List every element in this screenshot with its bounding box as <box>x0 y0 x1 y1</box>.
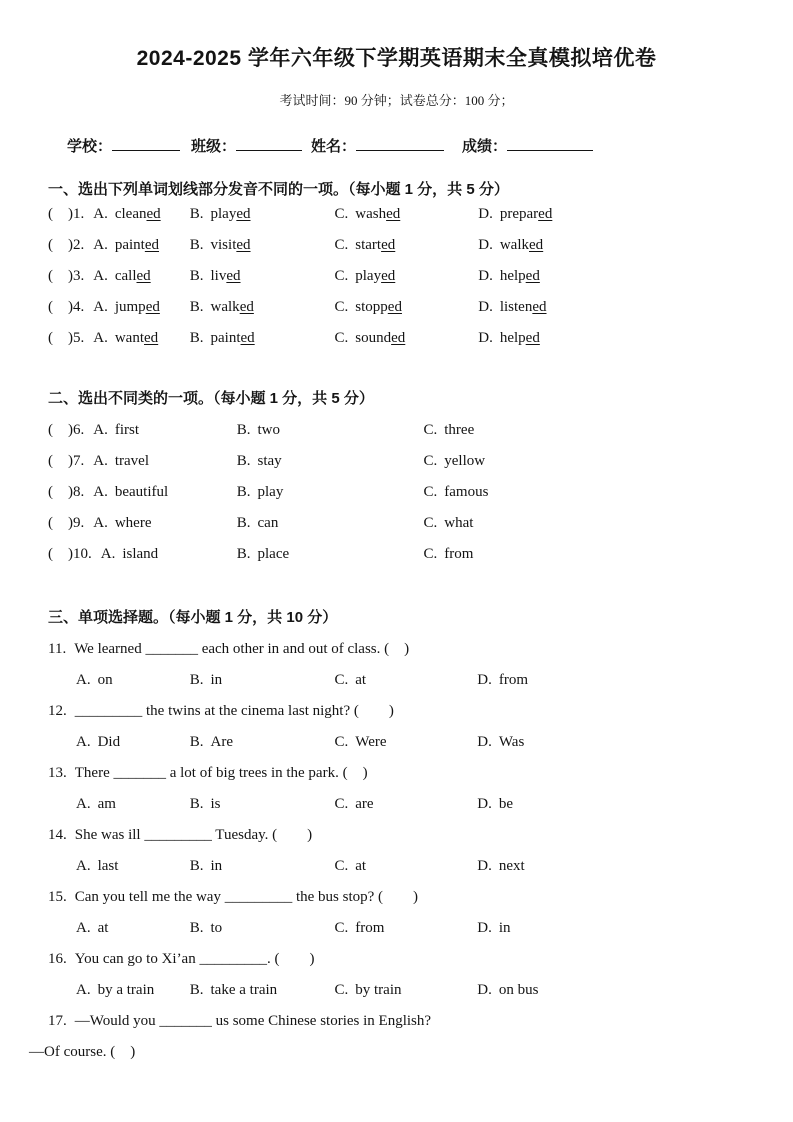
option-text: next <box>498 858 525 874</box>
option-a-cell <box>48 539 233 570</box>
option-c-cell <box>335 323 475 354</box>
class-blank-line <box>236 136 302 151</box>
option-b-cell <box>190 913 331 944</box>
option-label: B. <box>236 453 251 469</box>
option-c-cell <box>335 665 474 696</box>
option-text: first <box>114 422 140 438</box>
question-text: She was ill _________ Tuesday. ( ) <box>74 827 313 843</box>
option-label: A. <box>93 515 108 531</box>
option-label: D. <box>477 734 492 750</box>
option-text: at <box>355 858 367 874</box>
question-text: _________ the twins at the cinema last night? ( ) <box>74 703 394 719</box>
option-word: play <box>355 268 382 284</box>
option-ed-underline: ed <box>391 330 406 346</box>
option-b-cell <box>190 789 331 820</box>
question-row-3 <box>48 261 793 292</box>
option-text: last <box>97 858 119 874</box>
question-text: —Would you _______ us some Chinese stories in English? <box>74 1013 432 1029</box>
option-word: clean <box>114 206 147 222</box>
option-ed-underline: ed <box>538 206 553 222</box>
option-a-cell <box>76 789 186 820</box>
option-label: D. <box>478 299 493 315</box>
option-ed-underline: ed <box>525 330 540 346</box>
option-text: from <box>355 920 385 936</box>
option-label: C. <box>423 515 438 531</box>
option-c-cell <box>335 913 474 944</box>
option-word: paint <box>114 237 145 253</box>
option-label: A. <box>93 237 108 253</box>
option-d-cell <box>477 789 513 820</box>
option-label: A. <box>93 484 108 500</box>
option-label: D. <box>478 268 493 284</box>
option-text: place <box>257 546 290 562</box>
option-label: A. <box>93 268 108 284</box>
option-ed-underline: ed <box>386 206 401 222</box>
class-label: 班级： <box>191 138 237 155</box>
option-text: by train <box>355 982 402 998</box>
option-b-cell <box>237 415 420 446</box>
option-d-cell <box>477 727 524 758</box>
page-title: 2024-2025 学年六年级下学期英语期末全真模拟培优卷 <box>136 47 657 70</box>
option-text: travel <box>114 453 149 469</box>
option-text: on <box>97 672 113 688</box>
option-b-cell <box>190 665 331 696</box>
question-row-5 <box>48 323 793 354</box>
section2-heading: 二、选出不同类的一项。（每小题 1 分，共 5 分） <box>48 390 374 407</box>
option-label: D. <box>478 330 493 346</box>
option-label: D. <box>477 920 492 936</box>
option-text: beautiful <box>114 484 169 500</box>
option-label: A. <box>76 796 91 812</box>
option-word: help <box>499 330 526 346</box>
option-word: call <box>114 268 137 284</box>
option-d-cell <box>477 975 538 1006</box>
question-number: 12. <box>48 703 67 719</box>
option-label: D. <box>477 796 492 812</box>
option-d-cell <box>478 230 543 261</box>
answer-paren: ( )5. <box>48 330 85 346</box>
option-ed-underline: ed <box>236 206 251 222</box>
option-a-cell <box>76 727 186 758</box>
answer-paren: ( )4. <box>48 299 85 315</box>
option-label: D. <box>477 858 492 874</box>
option-word: prepar <box>499 206 539 222</box>
option-label: B. <box>189 920 204 936</box>
option-text: am <box>97 796 116 812</box>
option-d-cell <box>477 851 524 882</box>
option-ed-underline: ed <box>239 299 254 315</box>
option-d-cell <box>477 913 510 944</box>
option-ed-underline: ed <box>240 330 255 346</box>
option-word: walk <box>499 237 530 253</box>
answer-paren: ( )1. <box>48 206 85 222</box>
option-text: on bus <box>498 982 539 998</box>
option-word: want <box>114 330 145 346</box>
option-label: C. <box>334 796 349 812</box>
option-label: D. <box>477 672 492 688</box>
option-label: B. <box>189 982 204 998</box>
option-text: what <box>444 515 474 531</box>
question-number: 15. <box>48 889 67 905</box>
question-row-8 <box>48 477 793 508</box>
question-options-12 <box>48 727 793 758</box>
option-text: Did <box>97 734 121 750</box>
option-c-cell <box>335 727 474 758</box>
option-b-cell <box>190 975 331 1006</box>
exam-meta-line: 考试时间：90 分钟；试卷总分：100 分； <box>279 93 514 108</box>
option-a-cell <box>76 975 186 1006</box>
option-d-cell <box>478 199 552 230</box>
option-label: C. <box>334 268 349 284</box>
option-ed-underline: ed <box>226 268 241 284</box>
option-ed-underline: ed <box>381 237 396 253</box>
option-label: B. <box>189 237 204 253</box>
question-row-9 <box>48 508 793 539</box>
answer-paren: ( )2. <box>48 237 85 253</box>
option-label: D. <box>478 206 493 222</box>
question-stem-14 <box>48 820 793 851</box>
option-text: in <box>210 672 223 688</box>
reply-text: —Of course. ( ) <box>29 1044 136 1060</box>
school-label: 学校： <box>67 138 113 155</box>
section3-heading: 三、单项选择题。（每小题 1 分，共 10 分） <box>48 609 338 626</box>
question-number: 13. <box>48 765 67 781</box>
name-blank-line <box>356 136 444 151</box>
option-label: B. <box>189 734 204 750</box>
question-options-11 <box>48 665 793 696</box>
question-number: 17. <box>48 1013 67 1029</box>
option-text: are <box>355 796 374 812</box>
option-b-cell <box>190 323 331 354</box>
question-stem-11 <box>48 634 793 665</box>
option-text: by a train <box>97 982 155 998</box>
option-text: in <box>210 858 223 874</box>
answer-paren: ( )7. <box>48 453 85 469</box>
option-label: B. <box>189 796 204 812</box>
question-row-4 <box>48 292 793 323</box>
option-word: liv <box>210 268 227 284</box>
option-label: A. <box>100 546 116 562</box>
option-c-cell <box>424 508 474 539</box>
option-c-cell <box>335 230 475 261</box>
option-text: Are <box>210 734 234 750</box>
option-ed-underline: ed <box>529 237 544 253</box>
option-c-cell <box>335 261 475 292</box>
option-word: walk <box>210 299 240 315</box>
option-label: D. <box>477 982 492 998</box>
option-d-cell <box>478 292 546 323</box>
score-label: 成绩： <box>462 138 508 155</box>
option-text: at <box>355 672 367 688</box>
question-options-14 <box>48 851 793 882</box>
option-d-cell <box>477 665 528 696</box>
option-text: be <box>498 796 514 812</box>
option-c-cell <box>335 851 474 882</box>
answer-paren: ( )3. <box>48 268 85 284</box>
section1-items <box>0 199 793 354</box>
question-stem-13 <box>48 758 793 789</box>
option-text: two <box>257 422 281 438</box>
question-stem-17 <box>48 1006 793 1037</box>
option-text: can <box>257 515 279 531</box>
option-label: A. <box>93 453 108 469</box>
option-a-cell <box>48 477 233 508</box>
option-b-cell <box>190 199 331 230</box>
question-number: 11. <box>48 641 67 657</box>
option-a-cell <box>48 292 186 323</box>
option-word: help <box>499 268 526 284</box>
option-label: B. <box>189 268 204 284</box>
option-label: C. <box>423 484 438 500</box>
option-a-cell <box>48 508 233 539</box>
answer-paren: ( )9. <box>48 515 85 531</box>
option-label: A. <box>76 734 91 750</box>
option-ed-underline: ed <box>144 237 160 253</box>
score-blank-line <box>507 136 593 151</box>
option-text: in <box>498 920 511 936</box>
option-c-cell <box>335 199 475 230</box>
option-ed-underline: ed <box>525 268 540 284</box>
option-label: A. <box>93 330 108 346</box>
option-label: C. <box>334 206 349 222</box>
option-label: C. <box>334 237 349 253</box>
option-c-cell <box>335 292 475 323</box>
option-ed-underline: ed <box>381 268 396 284</box>
option-c-cell <box>424 446 486 477</box>
option-label: C. <box>334 672 349 688</box>
option-b-cell <box>190 851 331 882</box>
school-blank-line <box>112 136 180 151</box>
option-text: yellow <box>444 453 486 469</box>
section1-heading: 一、选出下列单词划线部分发音不同的一项。（每小题 1 分，共 5 分） <box>48 181 509 198</box>
option-label: A. <box>76 982 91 998</box>
option-c-cell <box>335 789 474 820</box>
option-label: A. <box>76 672 91 688</box>
question-row-6 <box>48 415 793 446</box>
option-label: A. <box>93 422 108 438</box>
option-label: A. <box>76 920 91 936</box>
option-c-cell <box>424 477 489 508</box>
option-word: stopp <box>355 299 388 315</box>
option-a-cell <box>76 665 186 696</box>
answer-paren: ( )6. <box>48 422 85 438</box>
option-text: three <box>444 422 475 438</box>
option-label: A. <box>76 858 91 874</box>
option-word: paint <box>210 330 241 346</box>
option-word: listen <box>499 299 533 315</box>
option-b-cell <box>190 292 331 323</box>
option-label: C. <box>334 330 349 346</box>
option-a-cell <box>48 446 233 477</box>
question-text: There _______ a lot of big trees in the park. ( ) <box>74 765 368 781</box>
question-stem-16 <box>48 944 793 975</box>
option-ed-underline: ed <box>236 237 251 253</box>
option-a-cell <box>48 415 233 446</box>
option-label: B. <box>236 515 251 531</box>
option-b-cell <box>237 446 420 477</box>
question-text: You can go to Xi’an _________. ( ) <box>74 951 315 967</box>
option-label: C. <box>334 734 349 750</box>
option-label: B. <box>189 206 204 222</box>
option-ed-underline: ed <box>144 330 159 346</box>
option-text: play <box>257 484 284 500</box>
option-d-cell <box>478 323 540 354</box>
option-label: B. <box>189 299 204 315</box>
option-text: island <box>122 546 159 562</box>
option-text: from <box>498 672 529 688</box>
option-label: C. <box>423 422 438 438</box>
option-word: visit <box>210 237 237 253</box>
answer-paren: ( )10. <box>48 546 92 562</box>
option-label: C. <box>334 920 349 936</box>
option-label: B. <box>189 330 204 346</box>
question-number: 14. <box>48 827 67 843</box>
option-text: stay <box>257 453 282 469</box>
option-c-cell <box>424 539 474 570</box>
option-label: B. <box>189 672 204 688</box>
option-label: B. <box>236 422 251 438</box>
option-text: to <box>210 920 223 936</box>
option-text: take a train <box>210 982 278 998</box>
option-word: play <box>210 206 237 222</box>
option-a-cell <box>48 323 186 354</box>
question-row-2 <box>48 230 793 261</box>
option-ed-underline: ed <box>145 299 160 315</box>
option-text: at <box>97 920 109 936</box>
option-ed-underline: ed <box>146 206 161 222</box>
option-label: C. <box>334 858 349 874</box>
option-a-cell <box>76 851 186 882</box>
section3-items <box>0 634 793 1068</box>
option-ed-underline: ed <box>532 299 547 315</box>
question-stem-12 <box>48 696 793 727</box>
option-word: start <box>355 237 382 253</box>
option-b-cell <box>190 727 331 758</box>
student-info-row <box>0 136 793 157</box>
question-17-reply-line <box>29 1037 793 1068</box>
option-text: Was <box>498 734 525 750</box>
option-text: where <box>114 515 152 531</box>
question-row-7 <box>48 446 793 477</box>
option-a-cell <box>48 261 186 292</box>
option-label: B. <box>189 858 204 874</box>
option-word: jump <box>114 299 146 315</box>
name-label: 姓名： <box>311 138 357 155</box>
option-a-cell <box>48 230 186 261</box>
option-d-cell <box>478 261 540 292</box>
option-word: wash <box>355 206 387 222</box>
option-c-cell <box>424 415 475 446</box>
option-b-cell <box>190 261 331 292</box>
question-stem-15 <box>48 882 793 913</box>
option-a-cell <box>48 199 186 230</box>
question-text: Can you tell me the way _________ the bus stop? ( ) <box>74 889 419 905</box>
answer-paren: ( )8. <box>48 484 85 500</box>
option-label: C. <box>334 299 349 315</box>
option-text: is <box>210 796 221 812</box>
option-label: D. <box>478 237 493 253</box>
question-text: We learned _______ each other in and out of class. ( ) <box>74 641 410 657</box>
option-text: Were <box>355 734 387 750</box>
option-label: C. <box>423 546 438 562</box>
option-label: A. <box>93 206 108 222</box>
question-row-10 <box>48 539 793 570</box>
option-ed-underline: ed <box>136 268 151 284</box>
option-b-cell <box>237 477 420 508</box>
option-text: famous <box>444 484 489 500</box>
option-text: from <box>444 546 474 562</box>
option-label: A. <box>93 299 108 315</box>
question-options-13 <box>48 789 793 820</box>
question-options-16 <box>48 975 793 1006</box>
option-a-cell <box>76 913 186 944</box>
option-b-cell <box>237 508 420 539</box>
question-row-1 <box>48 199 793 230</box>
option-label: C. <box>423 453 438 469</box>
option-label: C. <box>334 982 349 998</box>
option-ed-underline: ed <box>387 299 402 315</box>
option-b-cell <box>237 539 420 570</box>
option-label: B. <box>236 546 251 562</box>
section2-items <box>0 415 793 570</box>
question-number: 16. <box>48 951 67 967</box>
option-b-cell <box>190 230 331 261</box>
option-c-cell <box>335 975 474 1006</box>
option-word: sound <box>355 330 392 346</box>
option-label: B. <box>236 484 251 500</box>
question-options-15 <box>48 913 793 944</box>
